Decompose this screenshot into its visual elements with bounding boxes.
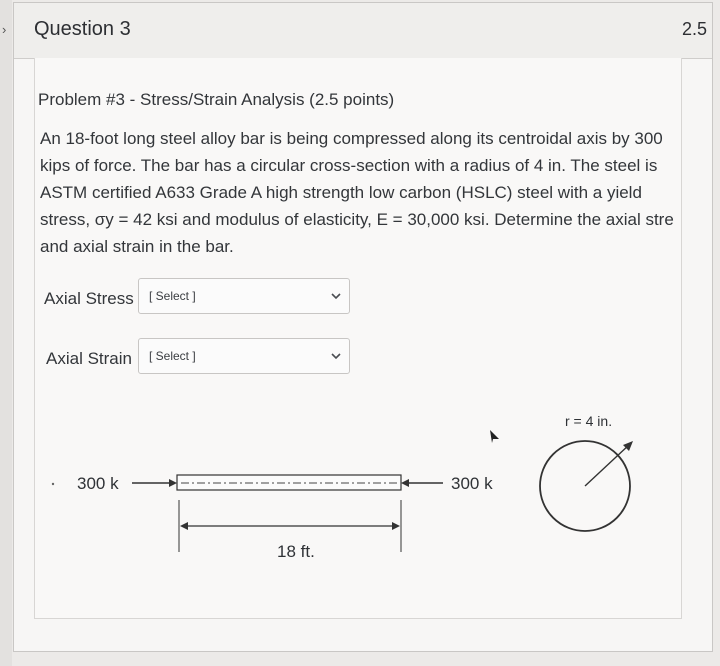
- problem-line: An 18-foot long steel alloy bar is being compressed along its centroidal axis by 300: [40, 129, 663, 148]
- axial-stress-select-value: [ Select ]: [149, 289, 196, 303]
- left-edge-strip: [0, 0, 12, 666]
- right-arrowhead-icon: [401, 479, 409, 487]
- dimension-arrowhead-left-icon: [180, 522, 188, 530]
- axial-strain-select-value: [ Select ]: [149, 349, 196, 363]
- question-title: Question 3: [34, 18, 131, 40]
- question-points: 2.5: [682, 19, 708, 39]
- right-force-label: 300 k: [451, 474, 493, 493]
- previous-arrow-icon[interactable]: ›: [2, 22, 7, 37]
- dimension-arrowhead-right-icon: [392, 522, 400, 530]
- problem-line: ASTM certified A633 Grade A high strength low carbon (HSLC) steel with a yield: [40, 183, 642, 202]
- problem-title: Problem #3 - Stress/Strain Analysis (2.5 points): [38, 90, 395, 109]
- question-card: [13, 2, 713, 652]
- problem-line: and axial strain in the bar.: [40, 237, 234, 256]
- mouse-cursor-icon: [490, 430, 499, 443]
- problem-line: stress, σy = 42 ksi and modulus of elasticity, E = 30,000 ksi. Determine the axial stre: [40, 210, 674, 229]
- axial-strain-label: Axial Strain: [46, 349, 132, 368]
- axial-stress-label: Axial Stress: [44, 289, 134, 308]
- problem-line: kips of force. The bar has a circular cross-section with a radius of 4 in. The steel is: [40, 156, 658, 175]
- left-arrowhead-icon: [169, 479, 177, 487]
- question-content: [34, 58, 682, 619]
- left-force-label: 300 k: [77, 474, 119, 493]
- bullet-mark: [52, 483, 54, 485]
- bar-diagram: [35, 58, 681, 618]
- radius-line: [585, 444, 630, 486]
- length-label: 18 ft.: [277, 542, 315, 561]
- radius-label: r = 4 in.: [565, 413, 613, 429]
- question-header: [14, 3, 712, 59]
